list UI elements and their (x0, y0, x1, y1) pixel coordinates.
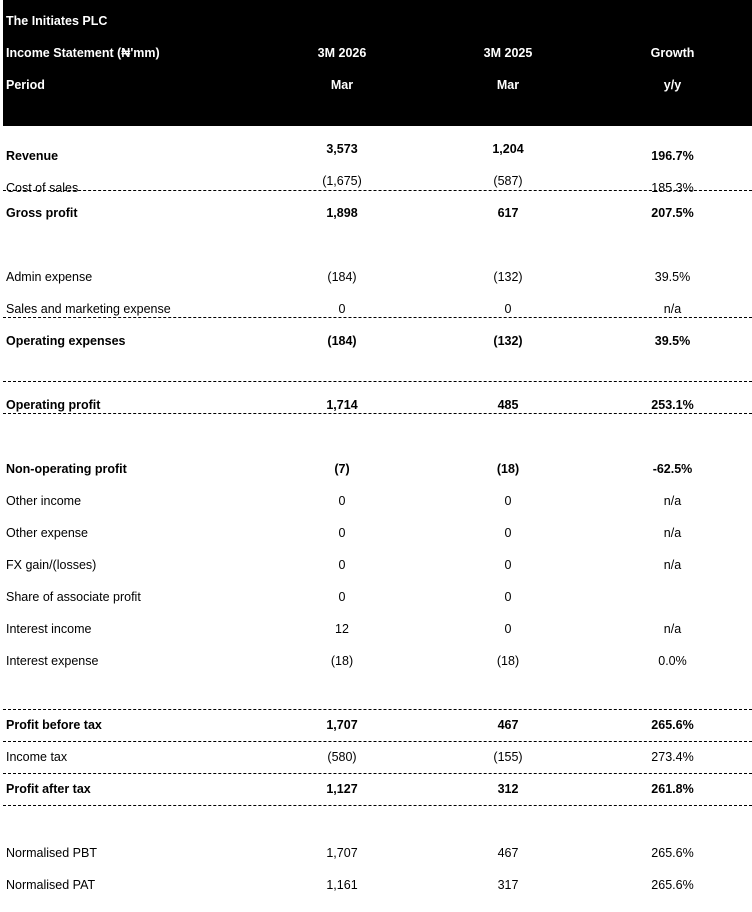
row-label: Profit before tax (6, 718, 102, 732)
table-row (3, 286, 752, 318)
row-label: Other expense (6, 526, 88, 540)
growth-value: n/a (663, 526, 682, 540)
row-label: Normalised PAT (6, 878, 96, 892)
row-label: Cost of sales (6, 181, 79, 195)
value-3m-2025: 1,204 (492, 142, 524, 156)
value-3m-2025: 0 (504, 494, 512, 508)
growth-value: n/a (663, 494, 682, 508)
row-label: Sales and marketing expense (6, 302, 171, 316)
table-row (3, 742, 752, 774)
value-3m-2026: 1,707 (326, 718, 358, 732)
growth-value: n/a (663, 558, 682, 572)
value-3m-2026: 1,714 (326, 398, 358, 412)
value-3m-2026: (184) (327, 334, 357, 348)
growth-value: 265.6% (651, 878, 694, 892)
row-label: Income tax (6, 750, 68, 764)
row-label: FX gain/(losses) (6, 558, 97, 572)
value-3m-2026: 0 (338, 302, 346, 316)
row-label: Interest income (6, 622, 92, 636)
value-3m-2026: 0 (338, 494, 346, 508)
growth-value: 265.6% (651, 718, 694, 732)
table-row (3, 334, 752, 382)
value-3m-2026: (7) (334, 462, 350, 476)
value-3m-2025: (587) (493, 174, 523, 188)
value-3m-2025: 485 (497, 398, 519, 412)
value-3m-2025: 0 (504, 558, 512, 572)
table-row (3, 550, 752, 582)
period-label: Period (6, 78, 45, 92)
growth-value: 273.4% (651, 750, 694, 764)
row-label: Profit after tax (6, 782, 91, 796)
growth-value: 261.8% (651, 782, 694, 796)
table-row (3, 198, 752, 230)
value-3m-2025: (132) (493, 334, 523, 348)
col2-subheader: Mar (496, 78, 520, 92)
growth-value: 0.0% (658, 654, 687, 668)
row-label: Normalised PBT (6, 846, 97, 860)
value-3m-2026: 1,707 (326, 846, 358, 860)
value-3m-2025: 0 (504, 526, 512, 540)
table-row (3, 518, 752, 550)
table-row (3, 646, 752, 710)
table-row (3, 710, 752, 742)
value-3m-2025: 317 (497, 878, 519, 892)
value-3m-2025: 0 (504, 590, 512, 604)
growth-value: 253.1% (651, 398, 694, 412)
table-row (3, 582, 752, 614)
growth-value: n/a (663, 302, 682, 316)
growth-value: 196.7% (651, 149, 694, 163)
value-3m-2025: 312 (497, 782, 519, 796)
col3-header: Growth (650, 46, 695, 60)
value-3m-2026: 1,898 (326, 206, 358, 220)
row-label: Non-operating profit (6, 462, 127, 476)
value-3m-2026: 0 (338, 590, 346, 604)
value-3m-2026: 0 (338, 558, 346, 572)
value-3m-2026: 12 (335, 622, 349, 636)
value-3m-2026: 1,127 (326, 782, 358, 796)
company-name: The Initiates PLC (6, 14, 108, 28)
table-row (3, 454, 752, 486)
growth-value: 207.5% (651, 206, 694, 220)
row-label: Revenue (6, 149, 59, 163)
col3-subheader: y/y (663, 78, 682, 92)
value-3m-2025: 0 (504, 622, 512, 636)
col2-header: 3M 2025 (483, 46, 533, 60)
table-row (3, 870, 752, 902)
value-3m-2026: (580) (327, 750, 357, 764)
table-row (3, 486, 752, 518)
growth-value: 265.6% (651, 846, 694, 860)
growth-value: -62.5% (652, 462, 693, 476)
col1-header: 3M 2026 (317, 46, 367, 60)
row-label: Operating profit (6, 398, 101, 412)
row-label: Admin expense (6, 270, 93, 284)
value-3m-2025: (132) (493, 270, 523, 284)
value-3m-2025: (155) (493, 750, 523, 764)
growth-value: 185.3% (651, 181, 694, 195)
growth-value: 39.5% (654, 270, 691, 284)
value-3m-2026: 0 (338, 526, 346, 540)
row-label: Operating expenses (6, 334, 126, 348)
col1-subheader: Mar (330, 78, 354, 92)
value-3m-2025: (18) (496, 654, 520, 668)
table-row (3, 774, 752, 806)
table-header (3, 0, 752, 126)
row-label: Interest expense (6, 654, 99, 668)
table-row (3, 614, 752, 646)
value-3m-2025: 617 (497, 206, 519, 220)
statement-title: Income Statement (₦'mm) (6, 46, 160, 60)
value-3m-2026: (18) (330, 654, 354, 668)
growth-value: 39.5% (654, 334, 691, 348)
growth-value: n/a (663, 622, 682, 636)
row-label: Share of associate profit (6, 590, 141, 604)
table-row (3, 159, 752, 195)
row-label: Other income (6, 494, 82, 508)
value-3m-2025: (18) (496, 462, 520, 476)
row-label: Gross profit (6, 206, 78, 220)
table-row (3, 838, 752, 870)
table-row (3, 382, 752, 414)
value-3m-2025: 467 (497, 718, 519, 732)
value-3m-2026: 3,573 (326, 142, 358, 156)
value-3m-2026: 1,161 (326, 878, 358, 892)
value-3m-2025: 467 (497, 846, 519, 860)
value-3m-2026: (184) (327, 270, 357, 284)
value-3m-2026: (1,675) (322, 174, 362, 188)
value-3m-2025: 0 (504, 302, 512, 316)
